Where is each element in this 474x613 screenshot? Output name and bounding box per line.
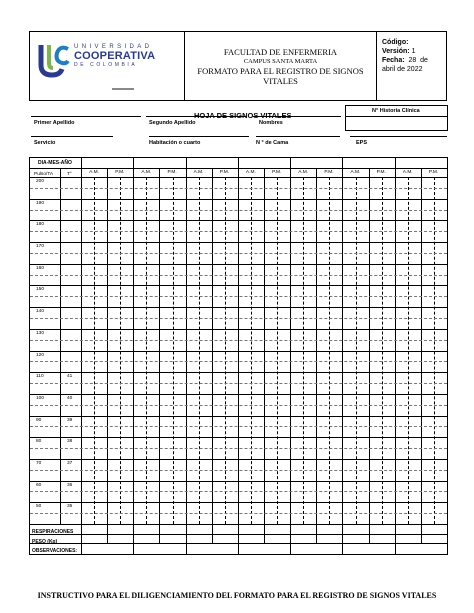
room-line[interactable] <box>149 136 249 137</box>
version-label: Versión: <box>382 48 410 55</box>
observations-label: OBSERVACIONES: <box>32 548 78 554</box>
date-rest: abril de 2022 <box>382 66 423 73</box>
grid-hline <box>30 264 447 265</box>
grid-hline <box>30 394 447 395</box>
temp-value: 40 <box>67 395 73 401</box>
pm-header: P.M. <box>324 170 334 175</box>
grid-hline <box>30 481 447 482</box>
names-label: Nombres <box>259 120 283 126</box>
pulse-value: 190 <box>36 200 45 206</box>
service-line[interactable] <box>31 136 113 137</box>
bed-line[interactable] <box>256 136 340 137</box>
date-day: 28 <box>408 57 417 64</box>
date-column-label: DIA-MES-AÑO <box>38 160 72 166</box>
grid-dashed-hline <box>30 318 447 319</box>
pulse-value: 90 <box>36 417 42 423</box>
pulse-value: 140 <box>36 309 45 315</box>
temp-value: 37 <box>67 460 73 466</box>
grid-dashed-hline <box>30 275 447 276</box>
grid-hline <box>30 437 447 438</box>
logo-line-1: UNIVERSIDAD <box>74 44 153 50</box>
pm-header: P.M. <box>219 170 230 175</box>
am-header: A.M. <box>245 170 256 175</box>
sheet-title: HOJA DE SIGNOS VITALES <box>194 111 292 120</box>
grid-vline <box>342 158 343 554</box>
first-surname-label: Primer Apellido <box>34 120 75 126</box>
instructions-heading: INSTRUCTIVO PARA EL DILIGENCIAMIENTO DEL FORMATO PARA EL REGISTRO DE SIGNOS VITALES <box>37 591 437 600</box>
history-box-top <box>345 105 448 106</box>
history-divider <box>345 116 448 117</box>
pulse-value: 120 <box>36 352 45 358</box>
am-header: A.M. <box>402 170 413 175</box>
am-header: A.M. <box>350 170 361 175</box>
second-surname-line[interactable] <box>146 116 246 117</box>
logo-cell <box>30 32 185 100</box>
logo-wordmark <box>74 44 155 68</box>
code-label: Código: <box>382 39 409 46</box>
pulse-value: 200 <box>36 179 45 184</box>
grid-dashed-hline <box>30 231 447 232</box>
logo-tagline-mark <box>112 88 134 90</box>
grid-hline <box>30 199 447 200</box>
pulse-value: 50 <box>36 504 42 510</box>
first-surname-line[interactable] <box>31 116 141 117</box>
grid-dashed-hline <box>30 210 447 211</box>
pulse-value: 160 <box>36 265 45 271</box>
grid-dashed-hline <box>30 340 447 341</box>
date-de: de <box>420 57 428 64</box>
am-header: A.M. <box>298 170 309 175</box>
grid-hline <box>30 372 447 373</box>
grid-hline <box>30 329 447 330</box>
grid-hline <box>30 307 447 308</box>
eps-line[interactable] <box>350 136 447 137</box>
grid-hline <box>30 242 447 243</box>
grid-vline <box>133 158 134 554</box>
eps-label: EPS <box>356 140 368 146</box>
service-label: Servicio <box>34 140 56 146</box>
grid-hline <box>30 285 447 286</box>
format-title: FORMATO PARA EL REGISTRO DE SIGNOS VITALES <box>197 65 364 86</box>
pulse-value: 110 <box>36 374 44 380</box>
pulse-column-label: Pulso/TA <box>34 172 54 177</box>
pm-header: P.M. <box>376 170 386 175</box>
version-value: 1 <box>411 48 416 55</box>
campus-name: CAMPUS SANTA MARTA <box>243 57 318 65</box>
temp-value: 36 <box>67 482 73 488</box>
names-line[interactable] <box>253 116 341 117</box>
respirations-label: RESPIRACIONES <box>32 529 74 535</box>
grid-vline <box>81 158 82 554</box>
pulse-value: 70 <box>36 460 42 466</box>
am-header: A.M. <box>89 170 99 175</box>
grid-dashed-hline <box>30 361 447 362</box>
pm-header: P.M. <box>167 170 177 175</box>
grid-vline <box>186 158 187 554</box>
grid-dashed-hline <box>30 405 447 406</box>
grid-dashed-hline <box>30 253 447 254</box>
grid-vline <box>290 158 291 554</box>
pulse-value: 100 <box>36 395 45 401</box>
pm-header: P.M. <box>272 170 282 175</box>
logo-line-2: COOPERATIVA <box>74 50 156 62</box>
pulse-value: 80 <box>36 439 42 445</box>
uc-logo-icon <box>38 41 70 79</box>
pm-header: P.M. <box>115 170 125 175</box>
temp-value: 38 <box>67 439 73 445</box>
grid-dashed-vline <box>447 177 448 524</box>
pulse-value: 170 <box>36 244 45 250</box>
grid-hline <box>30 351 447 352</box>
temp-value: 39 <box>67 417 73 423</box>
history-box-right <box>447 105 448 130</box>
temp-value: 41 <box>67 374 73 380</box>
second-surname-label: Segundo Apellido <box>149 120 196 126</box>
am-header: A.M. <box>141 170 152 175</box>
grid-dashed-hline <box>30 426 447 427</box>
pulse-value: 60 <box>36 482 42 488</box>
logo-line-3: DE COLOMBIA <box>74 62 138 68</box>
grid-dashed-hline <box>30 491 447 492</box>
grid-vline <box>238 158 239 554</box>
grid-hline <box>30 459 447 460</box>
am-header: A.M. <box>193 170 204 175</box>
grid-hline <box>30 416 447 417</box>
grid-dashed-hline <box>30 448 447 449</box>
document-header <box>29 31 447 101</box>
grid-dashed-hline <box>30 470 447 471</box>
weight-label: PESO (Kg) <box>32 539 58 545</box>
pulse-value: 150 <box>36 287 45 293</box>
pulse-value: 180 <box>36 222 45 228</box>
header-title-cell <box>185 32 377 100</box>
faculty-name: FACULTAD DE ENFERMERIA <box>223 46 338 57</box>
vital-signs-grid <box>29 157 448 555</box>
temp-value: 35 <box>67 504 73 510</box>
room-label: Habitación o cuarto <box>149 140 201 146</box>
grid-dashed-hline <box>30 513 447 514</box>
grid-dashed-hline <box>30 383 447 384</box>
pm-header: P.M. <box>428 170 439 175</box>
grid-hline <box>30 502 447 503</box>
grid-vline <box>395 158 396 554</box>
history-box-bottom <box>345 130 448 131</box>
grid-dashed-hline <box>30 296 447 297</box>
date-label: Fecha: <box>382 57 405 64</box>
header-meta-cell <box>377 32 446 100</box>
grid-hline <box>30 220 447 221</box>
temp-column-label: T° <box>67 172 72 177</box>
bed-label: N ° de Cama <box>256 140 289 146</box>
history-box-left <box>345 105 346 130</box>
pulse-value: 130 <box>36 330 45 336</box>
history-label: N° Historia Clínica <box>372 108 420 114</box>
grid-dashed-hline <box>30 188 447 189</box>
